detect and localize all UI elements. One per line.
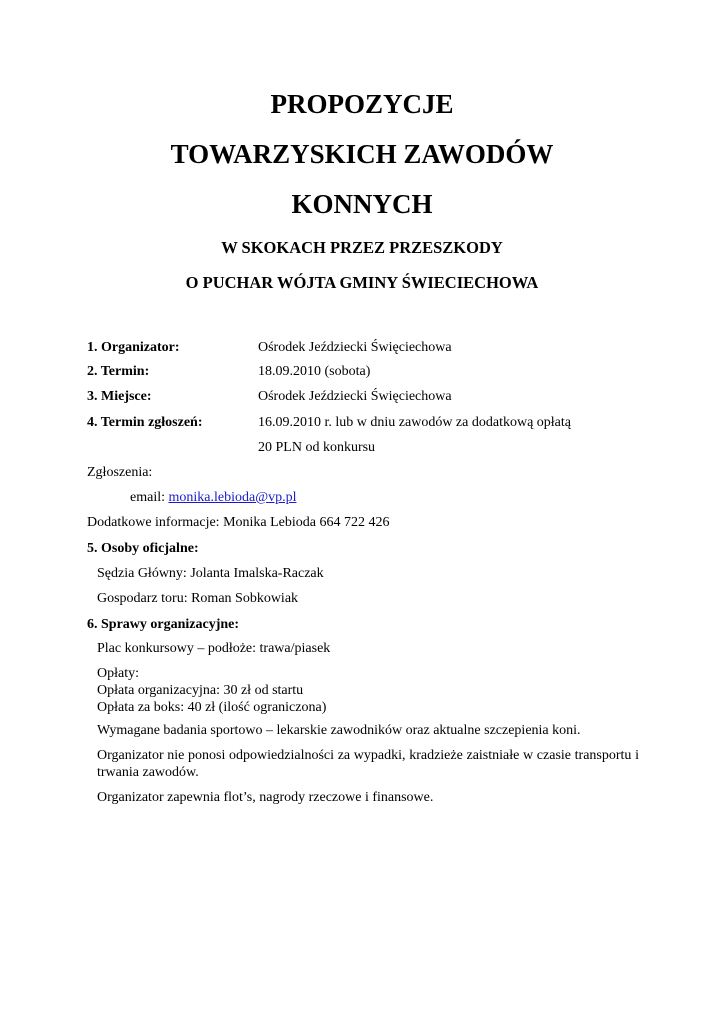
deadline-label: 4. Termin zgłoszeń:: [87, 415, 203, 430]
fee-org-line: Opłata organizacyjna: 30 zł od startu: [97, 683, 304, 698]
registration-heading: Zgłoszenia:: [87, 465, 153, 480]
arena-line: Plac konkursowy – podłoże: trawa/piasek: [97, 641, 331, 656]
subtitle-line-2: O PUCHAR WÓJTA GMINY ŚWIECIECHOWA: [185, 273, 539, 292]
place-value: Ośrodek Jeździecki Święciechowa: [258, 389, 452, 404]
liability-paragraph: Organizator nie ponosi odpowiedzialności za wypadki, kradzieże zaistniałe w czasie transportu i trwania zawodów.: [97, 748, 639, 780]
email-line: [130, 489, 296, 506]
officials-heading: 5. Osoby oficjalne:: [87, 541, 199, 556]
fee-box-line: Opłata za boks: 40 zł (ilość ograniczona): [97, 700, 327, 715]
title-line-3: KONNYCH: [291, 189, 433, 219]
organization-heading: 6. Sprawy organizacyjne:: [87, 617, 240, 632]
organizer-label: 1. Organizator:: [87, 340, 180, 355]
date-label: 2. Termin:: [87, 364, 150, 379]
deadline-value-cont: 20 PLN od konkursu: [258, 440, 376, 455]
title-line-1: PROPOZYCJE: [270, 89, 454, 119]
judge-line: Sędzia Główny: Jolanta Imalska-Raczak: [97, 566, 324, 581]
fees-heading: Opłaty:: [97, 666, 139, 681]
place-label: 3. Miejsce:: [87, 389, 152, 404]
title-line-2: TOWARZYSKICH ZAWODÓW: [170, 139, 554, 169]
date-value: 18.09.2010 (sobota): [258, 364, 371, 379]
deadline-value: 16.09.2010 r. lub w dniu zawodów za dodatkową opłatą: [258, 415, 571, 430]
prizes-line: Organizator zapewnia flot’s, nagrody rzeczowe i finansowe.: [97, 790, 434, 805]
health-line: Wymagane badania sportowo – lekarskie zawodników oraz aktualne szczepienia koni.: [97, 723, 581, 738]
email-link[interactable]: monika.lebioda@vp.pl: [168, 490, 297, 505]
email-label: email:: [130, 490, 169, 505]
subtitle-line-1: W SKOKACH PRZEZ PRZESZKODY: [221, 238, 503, 257]
host-line: Gospodarz toru: Roman Sobkowiak: [97, 591, 299, 606]
organizer-value: Ośrodek Jeździecki Święciechowa: [258, 340, 452, 355]
additional-info: Dodatkowe informacje: Monika Lebioda 664 722 426: [87, 515, 390, 530]
